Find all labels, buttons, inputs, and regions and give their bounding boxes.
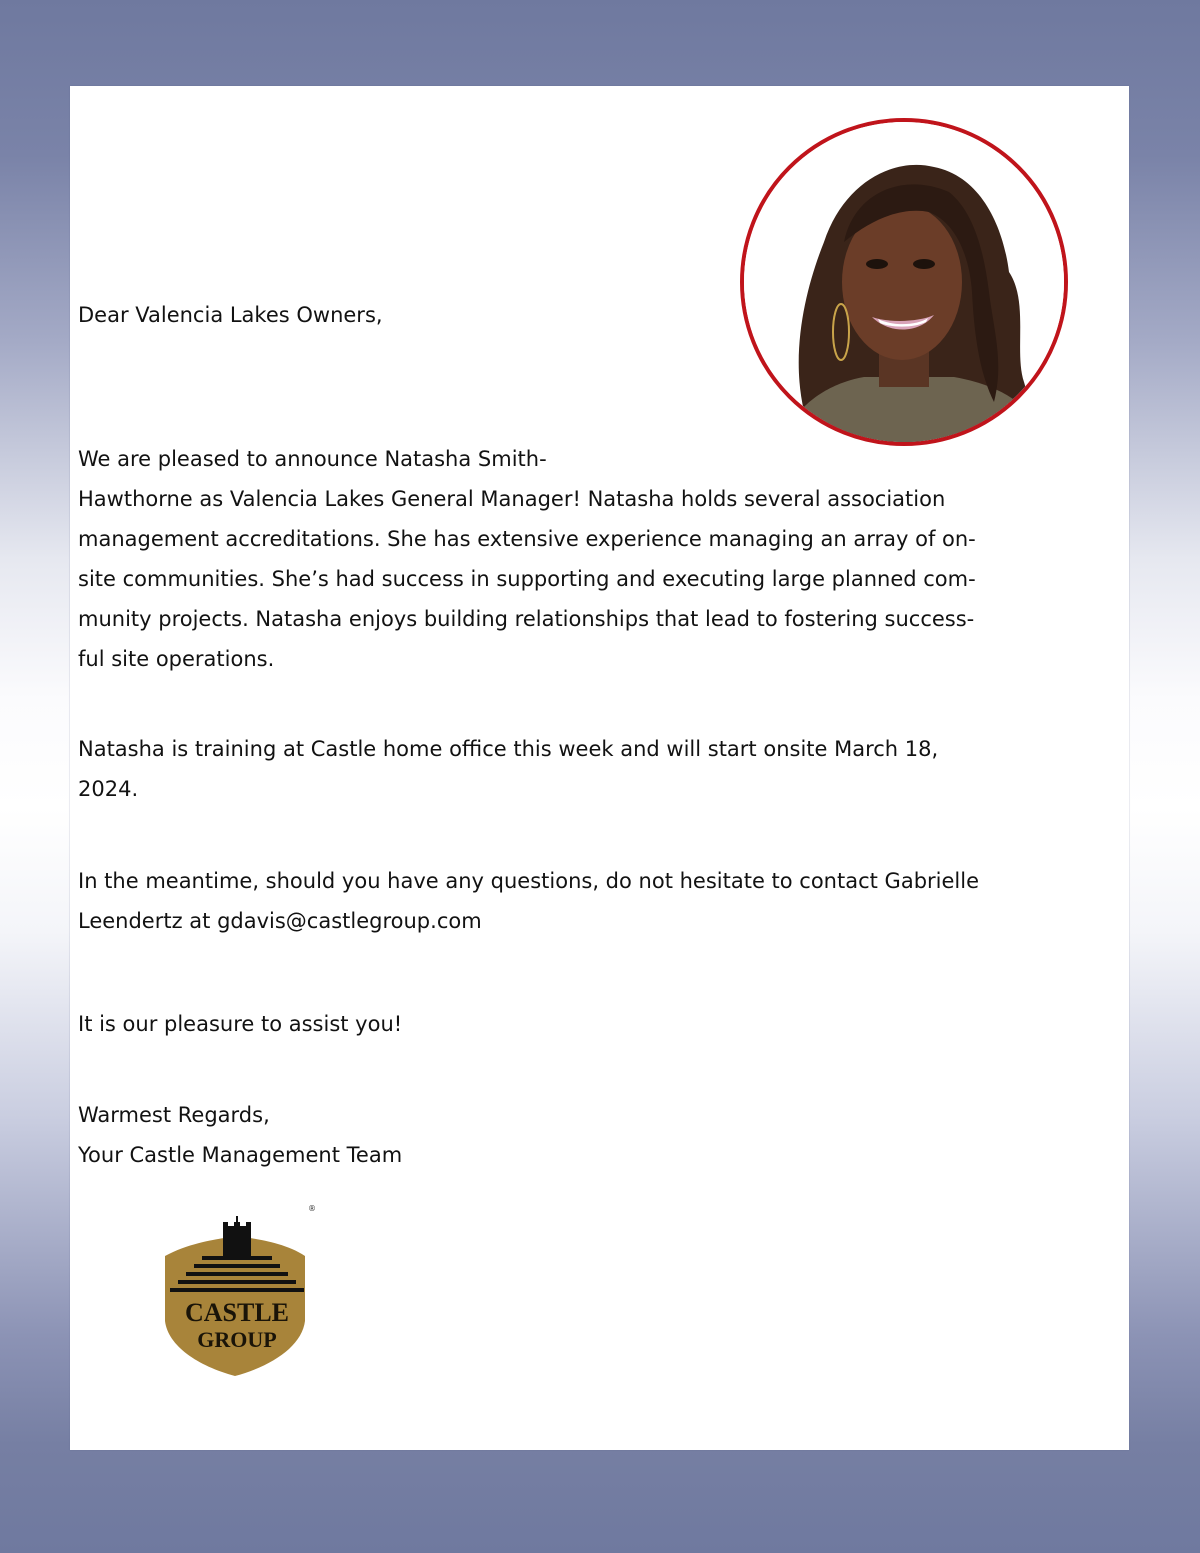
training-paragraph	[78, 729, 938, 809]
signoff: Warmest Regards,	[78, 1103, 270, 1127]
paragraph-line: ful site operations.	[78, 647, 275, 671]
greeting	[78, 295, 383, 335]
paragraph-line: In the meantime, should you have any questions, do not hesitate to contact Gabrielle	[78, 869, 980, 893]
announcement-paragraph	[78, 439, 976, 679]
svg-text:CASTLE: CASTLE	[184, 1298, 290, 1327]
signature: Your Castle Management Team	[78, 1143, 403, 1167]
paragraph-line: Hawthorne as Valencia Lakes General Manager! Natasha holds several association	[78, 487, 946, 511]
greeting-text: Dear Valencia Lakes Owners,	[78, 303, 383, 327]
registered-mark: ®	[308, 1204, 316, 1213]
paragraph-line: management accreditations. She has extensive experience managing an array of on-	[78, 527, 976, 551]
castle-shield-icon	[162, 1216, 312, 1376]
paragraph-line: 2024.	[78, 777, 139, 801]
signature-block	[78, 1095, 402, 1175]
closing-paragraph	[78, 1004, 402, 1044]
paragraph-line: Natasha is training at Castle home office this week and will start onsite March 18,	[78, 737, 939, 761]
contact-paragraph	[78, 861, 979, 941]
paragraph-line: site communities. She’s had success in supporting and executing large planned com-	[78, 567, 976, 591]
closing-line: It is our pleasure to assist you!	[78, 1012, 403, 1036]
paragraph-line: Leendertz at gdavis@castlegroup.com	[78, 909, 482, 933]
portrait-photo	[740, 118, 1068, 446]
castle-group-logo	[162, 1204, 316, 1376]
svg-text:GROUP: GROUP	[197, 1327, 277, 1352]
paragraph-line: We are pleased to announce Natasha Smith-	[78, 447, 547, 471]
letter-page	[70, 86, 1129, 1450]
portrait-image-icon	[744, 122, 1064, 442]
paragraph-line: munity projects. Natasha enjoys building relationships that lead to fostering success-	[78, 607, 975, 631]
